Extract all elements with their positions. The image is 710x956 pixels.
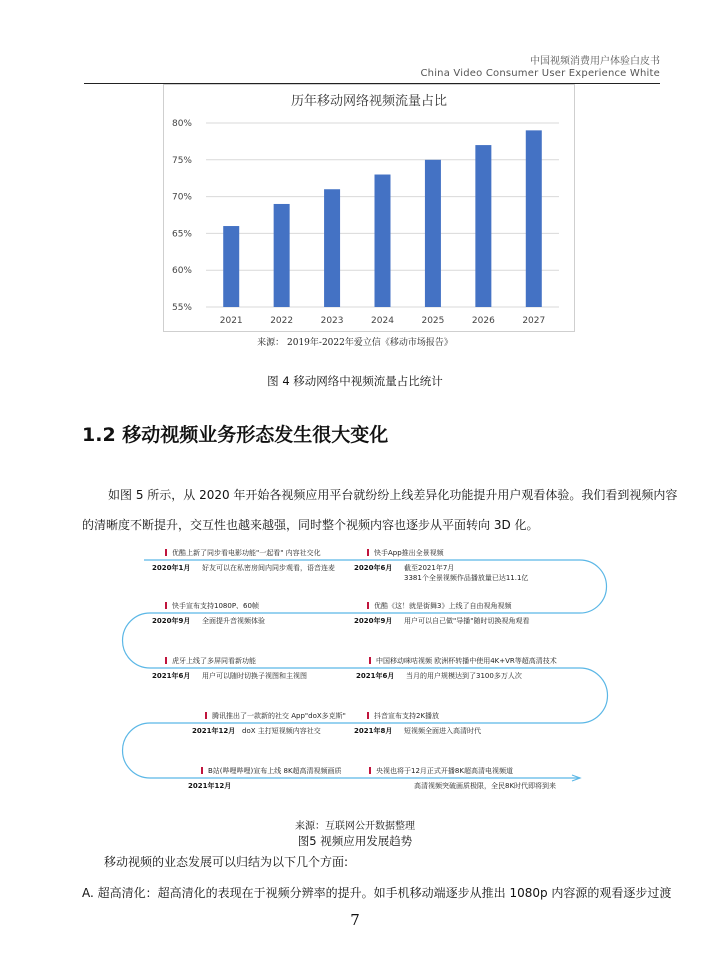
timeline-marker (369, 657, 371, 664)
bar (375, 175, 391, 307)
bar (475, 145, 491, 307)
timeline-event-detail: 高清视频突破画质极限，全民8K时代即将到来 (414, 782, 557, 790)
timeline-date: 2020年9月 (354, 617, 393, 625)
timeline-path (123, 560, 608, 778)
page-number: 7 (350, 911, 360, 929)
timeline-date: 2021年8月 (354, 727, 393, 735)
bar-chart-frame (163, 84, 575, 332)
timeline-event-title: 抖音宣布支持2K播放 (374, 712, 440, 720)
x-tick-label: 2023 (320, 316, 344, 326)
y-tick-label: 80% (171, 119, 192, 129)
timeline-event-detail: 用户可以自己做"导播"随时切换视角观看 (404, 617, 530, 625)
y-tick-label: 60% (171, 266, 192, 277)
timeline-event-detail-2: 3381个全景视频作品播放量已达11.1亿 (404, 574, 529, 582)
bar-chart (164, 85, 574, 331)
timeline-event-detail: 用户可以随时切换子视图和主视图 (202, 672, 307, 680)
bar (274, 204, 290, 307)
timeline-event-title: 虎牙上线了多屏同看新功能 (172, 657, 256, 665)
timeline-event-title: 腾讯推出了一款新的社交 App"doX多克斯" (212, 712, 346, 720)
bar (324, 189, 340, 307)
paragraph-2: 的清晰度不断提升，交互性也越来越强，同时整个视频内容也逐步从平面转向 3D 化。 (82, 518, 539, 532)
timeline-marker (367, 712, 369, 719)
timeline-event-detail: 当月的用户规模达到了3100多万人次 (406, 672, 522, 680)
timeline-event-title: 中国移动咪咕视频 欧洲杯转播中使用4K+VR等超高清技术 (376, 657, 557, 665)
x-tick-label: 2026 (471, 316, 495, 326)
bar (526, 130, 542, 307)
timeline-date: 2020年9月 (152, 617, 191, 625)
header-title-en: China Video Consumer User Experience White (420, 68, 660, 79)
timeline-event-detail: 截至2021年7月 (404, 564, 455, 572)
timeline-marker (367, 549, 369, 556)
timeline-date: 2021年12月 (192, 727, 236, 735)
timeline-marker (165, 657, 167, 664)
paragraph-4: A. 超高清化：超高清化的表现在于视频分辨率的提升。如手机移动端逐步从推出 1080p 内容源的观看逐步过渡 (82, 886, 672, 900)
section-heading: 1.2 移动视频业务形态发生很大变化 (82, 424, 389, 446)
bar (223, 226, 239, 307)
timeline-event-title: 优酷上新了同步看电影功能"一起看" 内容社交化 (172, 549, 321, 557)
timeline-marker (205, 712, 207, 719)
x-tick-label: 2025 (421, 316, 445, 326)
timeline-date: 2021年6月 (152, 672, 191, 680)
timeline-date: 2020年1月 (152, 564, 191, 572)
timeline-event-detail: 好友可以在私密房间内同步观看，语音连麦 (202, 564, 335, 572)
timeline-event-detail: 短视频全面进入高清时代 (404, 727, 481, 735)
timeline-event-title: B站(哔哩哔哩)宣布上线 8K超高清视频画质 (208, 767, 342, 775)
bar (425, 160, 441, 307)
timeline-date: 2021年12月 (188, 782, 232, 790)
timeline-marker (369, 767, 371, 774)
timeline-event-detail: doX 主打短视频内容社交 (242, 727, 321, 735)
timeline-date: 2021年6月 (356, 672, 395, 680)
figure5-caption: 图5 视频应用发展趋势 (297, 834, 413, 848)
y-tick-label: 55% (171, 303, 192, 313)
timeline-diagram (110, 538, 630, 818)
figure4-source: 来源： 2019年-2022年爱立信《移动市场报告》 (257, 338, 453, 348)
timeline-event-title: 快手宣布支持1080P、60帧 (172, 602, 259, 610)
y-tick-label: 65% (171, 229, 192, 240)
figure4-caption: 图 4 移动网络中视频流量占比统计 (267, 374, 443, 388)
paragraph-3: 移动视频的业态发展可以归结为以下几个方面: (104, 855, 349, 869)
paragraph-1: 如图 5 所示，从 2020 年开始各视频应用平台就纷纷上线差异化功能提升用户观看体验。我们看到视频内容 (108, 488, 678, 502)
timeline-marker (367, 602, 369, 609)
x-tick-label: 2024 (371, 316, 394, 326)
timeline-event-detail: 全面提升音视频体验 (202, 617, 265, 625)
timeline-event-title: 央视也将于12月正式开播8K超高清电视频道 (376, 767, 513, 775)
timeline-svg (110, 538, 630, 818)
timeline-marker (165, 602, 167, 609)
figure5-source: 来源：互联网公开数据整理 (295, 821, 415, 832)
y-tick-label: 75% (171, 155, 192, 166)
timeline-event-title: 快手App推出全景视频 (374, 549, 444, 557)
timeline-marker (165, 549, 167, 556)
timeline-marker (201, 767, 203, 774)
chart-title: 历年移动网络视频流量占比 (290, 94, 448, 109)
x-tick-label: 2021 (219, 316, 243, 326)
header-title-cn: 中国视频消费用户体验白皮书 (530, 56, 660, 67)
timeline-event-title: 优酷《这！就是街舞3》上线了自由视角视频 (374, 602, 512, 610)
x-tick-label: 2022 (270, 316, 294, 326)
timeline-date: 2020年6月 (354, 564, 393, 572)
x-tick-label: 2027 (522, 316, 546, 326)
y-tick-label: 70% (171, 192, 192, 203)
